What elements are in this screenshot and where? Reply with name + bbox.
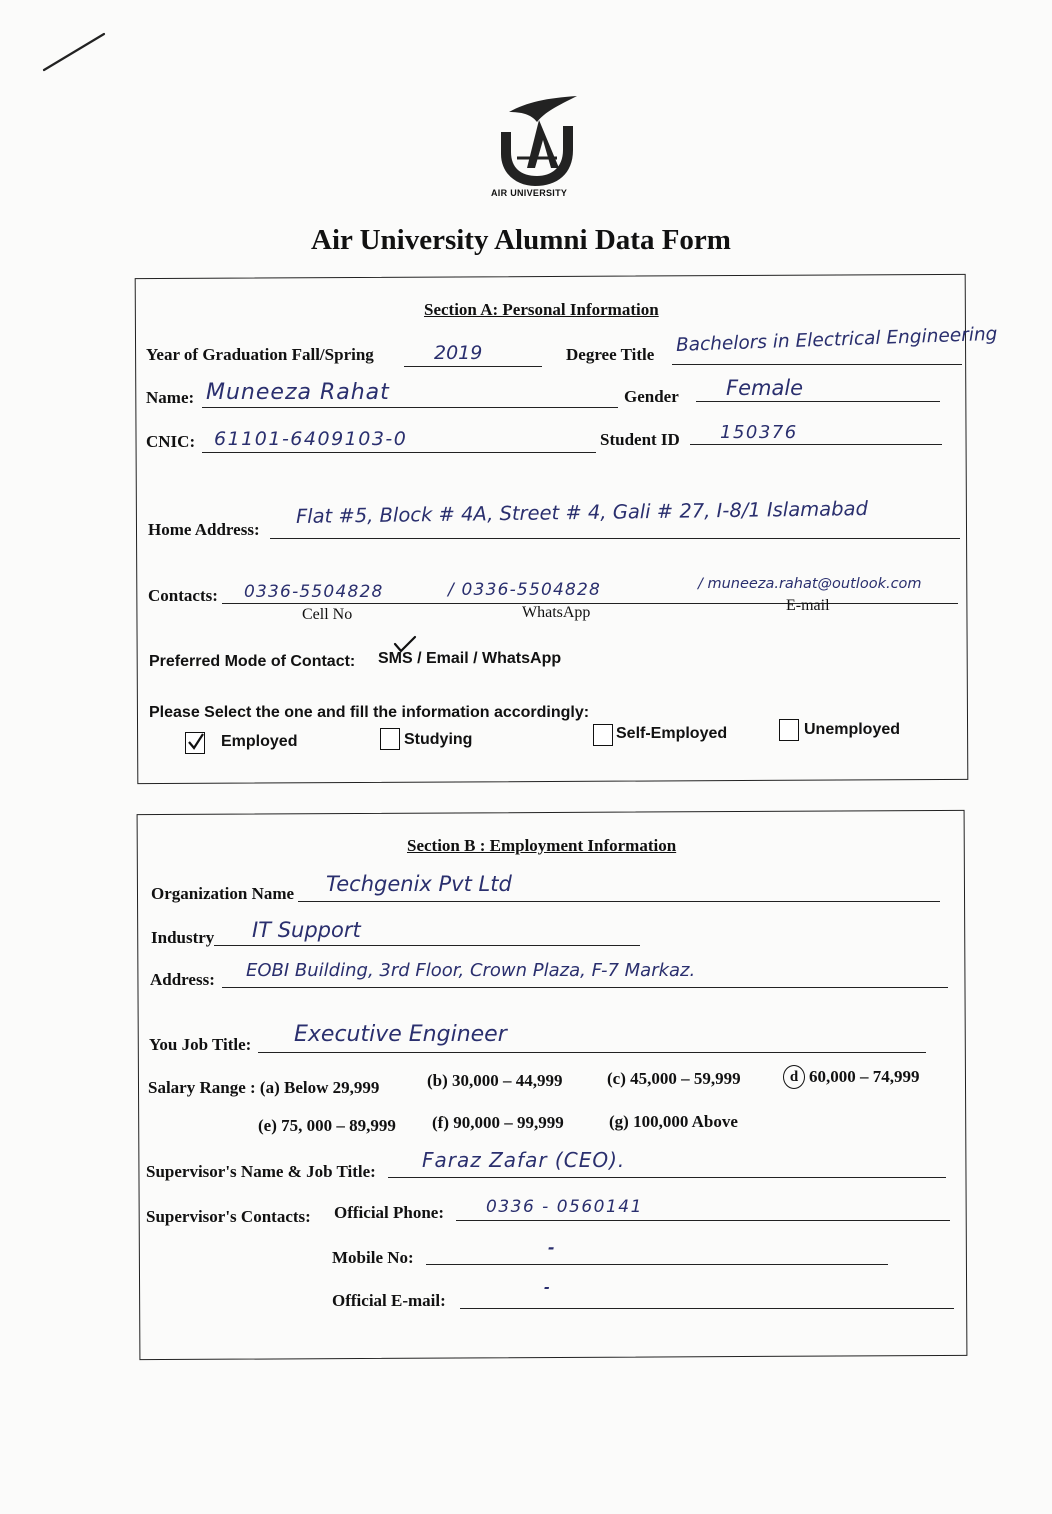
supervisor-name-label: Supervisor's Name & Job Title:: [146, 1162, 376, 1181]
section-b-title: Section B : Employment Information: [407, 836, 677, 855]
self-employed-label: Self-Employed: [616, 725, 728, 742]
salary-option-d-letter: d: [789, 1069, 799, 1085]
self-employed-checkbox[interactable]: [593, 724, 613, 746]
status-select-prompt: Please Select the one and fill the information accordingly:: [149, 704, 590, 721]
salary-option-g[interactable]: (g) 100,000 Above: [609, 1112, 738, 1131]
preferred-contact-label: Preferred Mode of Contact:: [149, 653, 356, 670]
job-title-line: [258, 1052, 926, 1053]
employed-label: Employed: [221, 733, 298, 750]
salary-option-d-circle[interactable]: [783, 1065, 805, 1089]
name-line: [202, 407, 618, 408]
industry-line: [214, 945, 640, 946]
job-title-value[interactable]: Executive Engineer: [294, 1022, 507, 1047]
name-value[interactable]: Muneeza Rahat: [206, 380, 390, 405]
supervisor-contacts-label: Supervisor's Contacts:: [146, 1207, 311, 1226]
year-value[interactable]: 2019: [434, 342, 483, 364]
official-phone-label: Official Phone:: [334, 1203, 445, 1222]
org-address-value[interactable]: EOBI Building, 3rd Floor, Crown Plaza, F-7 Markaz.: [246, 960, 696, 981]
org-address-line: [222, 987, 948, 988]
mobile-no-value[interactable]: -: [548, 1238, 555, 1257]
email-caption: E-mail: [786, 597, 830, 614]
check-mark-icon: [186, 733, 204, 753]
studying-checkbox[interactable]: [380, 728, 400, 750]
gender-value[interactable]: Female: [726, 376, 804, 400]
name-label: Name:: [146, 388, 195, 407]
salary-option-d[interactable]: 60,000 – 74,999: [809, 1067, 920, 1086]
section-a-title: Section A: Personal Information: [424, 300, 659, 319]
year-line: [404, 366, 542, 367]
official-phone-line: [456, 1220, 950, 1221]
degree-label: Degree Title: [566, 345, 655, 364]
org-address-label: Address:: [150, 970, 215, 989]
unemployed-checkbox[interactable]: [779, 719, 799, 741]
mobile-no-line: [426, 1264, 888, 1265]
employed-checkbox[interactable]: [185, 732, 205, 754]
logo-emblem-icon: [487, 92, 583, 192]
organization-line: [298, 901, 940, 902]
degree-value[interactable]: Bachelors in Electrical Engineering: [675, 323, 998, 356]
student-id-line: [690, 444, 942, 445]
official-email-label: Official E-mail:: [332, 1291, 446, 1310]
cell-caption: Cell No: [302, 606, 353, 623]
email-value[interactable]: / muneeza.rahat@outlook.com: [698, 576, 922, 592]
home-address-label: Home Address:: [148, 520, 260, 539]
student-id-value[interactable]: 150376: [720, 422, 798, 443]
logo-wordmark: AIR UNIVERSITY: [491, 188, 568, 198]
organization-value[interactable]: Techgenix Pvt Ltd: [326, 872, 512, 896]
home-address-value[interactable]: Flat #5, Block # 4A, Street # 4, Gali # 27, I-8/1 Islamabad: [295, 497, 869, 528]
cnic-label: CNIC:: [146, 432, 196, 451]
home-address-line: [270, 538, 960, 539]
official-phone-value[interactable]: 0336 - 0560141: [486, 1197, 643, 1217]
official-email-line: [460, 1308, 954, 1309]
supervisor-name-value[interactable]: Faraz Zafar (CEO).: [422, 1148, 626, 1172]
degree-line: [672, 364, 962, 365]
supervisor-name-line: [388, 1177, 946, 1178]
industry-value[interactable]: IT Support: [252, 918, 361, 942]
air-university-logo: [487, 92, 583, 204]
studying-label: Studying: [404, 731, 473, 748]
salary-range-label: Salary Range : (a) Below 29,999: [148, 1078, 380, 1097]
unemployed-label: Unemployed: [804, 721, 901, 738]
student-id-label: Student ID: [600, 430, 680, 449]
cnic-value[interactable]: 61101-6409103-0: [214, 428, 408, 450]
cell-value[interactable]: 0336-5504828: [244, 582, 384, 602]
organization-label: Organization Name: [151, 884, 295, 903]
gender-line: [696, 401, 940, 402]
salary-option-e[interactable]: (e) 75, 000 – 89,999: [258, 1116, 396, 1135]
year-label: Year of Graduation Fall/Spring: [146, 345, 374, 364]
salary-option-b[interactable]: (b) 30,000 – 44,999: [427, 1071, 563, 1090]
industry-label: Industry: [151, 928, 215, 947]
mobile-no-label: Mobile No:: [332, 1248, 414, 1267]
gender-label: Gender: [624, 387, 679, 406]
cnic-line: [202, 452, 596, 453]
form-title: Air University Alumni Data Form: [311, 224, 731, 256]
contacts-label: Contacts:: [148, 586, 218, 605]
whatsapp-caption: WhatsApp: [522, 604, 591, 621]
salary-option-f[interactable]: (f) 90,000 – 99,999: [432, 1113, 564, 1132]
job-title-label: You Job Title:: [149, 1035, 252, 1054]
pen-stroke-mark: [40, 28, 110, 76]
official-email-value[interactable]: -: [544, 1280, 550, 1296]
whatsapp-value[interactable]: / 0336-5504828: [448, 580, 602, 600]
preferred-contact-options[interactable]: SMS / Email / WhatsApp: [378, 650, 562, 667]
salary-option-c[interactable]: (c) 45,000 – 59,999: [607, 1069, 741, 1088]
